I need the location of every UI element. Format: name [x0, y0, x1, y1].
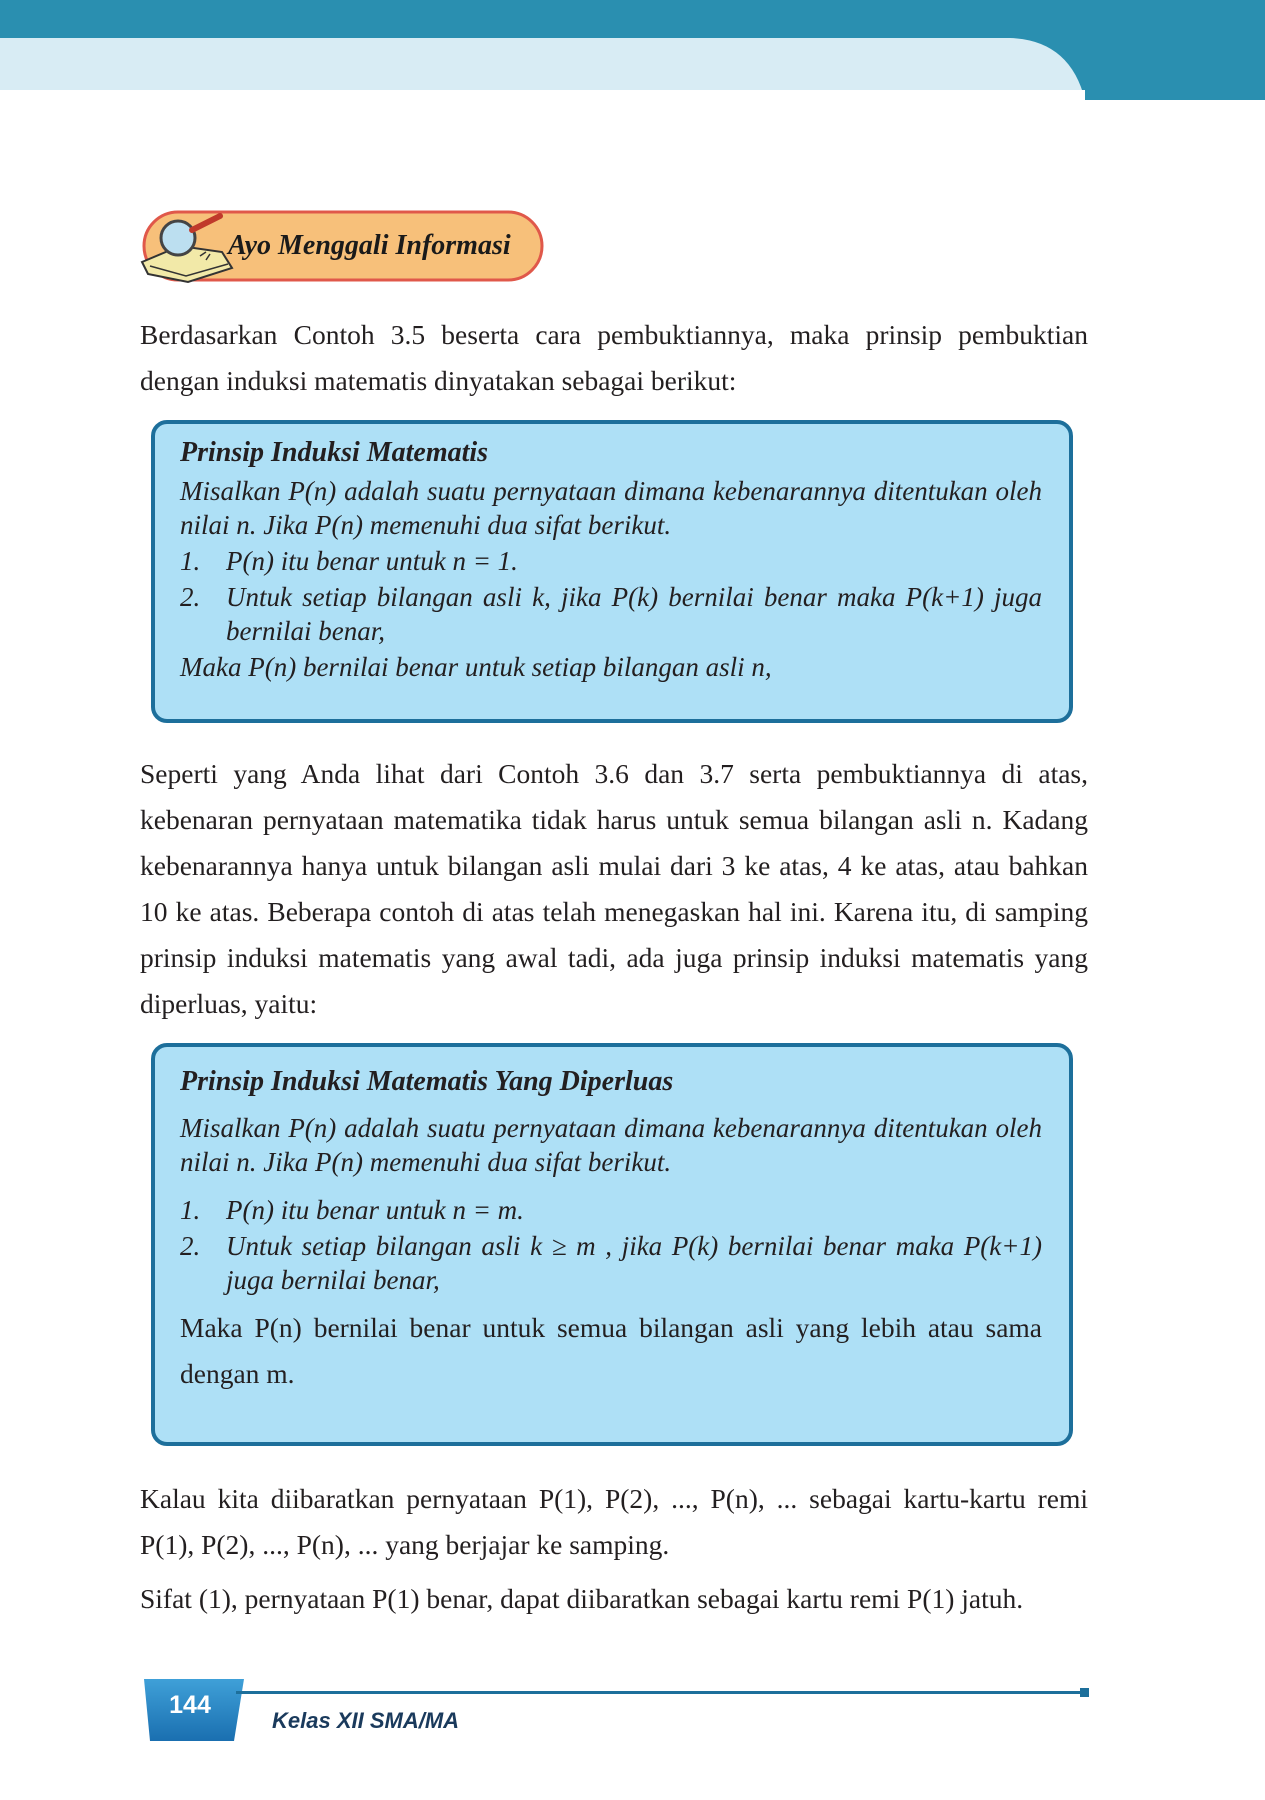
box1-conclusion: Maka P(n) bernilai benar untuk setiap bilangan asli n,	[180, 652, 772, 682]
intro-paragraph	[140, 312, 1088, 404]
analogy-text: Kalau kita diibaratkan pernyataan P(1), P(2), ..., P(n), ... sebagai kartu-kartu remi P(1), P(2), ..., P(n), ... yang berjajar ke samping.	[140, 1483, 1088, 1560]
explanation-paragraph	[140, 751, 1088, 1027]
explanation-text: Seperti yang Anda lihat dari Contoh 3.6 dan 3.7 serta pembuktiannya di atas, kebenaran pernyataan matematika tidak harus untuk semua bilangan asli n. Kadang kebenarannya hanya untuk bilangan asli mulai dari 3 ke atas, 4 ke atas, atau bahkan 10 ke atas. Beberapa contoh di atas telah menegaskan hal ini. Karena itu, di samping prinsip induksi matematis yang awal tadi, ada juga prinsip induksi matematis yang diperluas, yaitu:	[140, 758, 1088, 1019]
intro-text: Berdasarkan Contoh 3.5 beserta cara pembuktiannya, maka prinsip pembuktian dengan induksi matematis dinyatakan sebagai berikut:	[140, 319, 1088, 396]
box2-title: Prinsip Induksi Matematis Yang Diperluas	[180, 1066, 674, 1097]
principle-box-2	[151, 1043, 1073, 1446]
box2-conclusion: Maka P(n) bernilai benar untuk semua bilangan asli yang lebih atau sama dengan m.	[180, 1312, 1042, 1389]
book-label: Kelas XII SMA/MA	[272, 1708, 460, 1733]
box2-item-1: 1. P(n) itu benar untuk n = m.	[180, 1195, 524, 1225]
property-text: Sifat (1), pernyataan P(1) benar, dapat diibaratkan sebagai kartu remi P(1) jatuh.	[140, 1583, 1024, 1614]
box1-lead: Misalkan P(n) adalah suatu pernyataan dimana kebenarannya ditentukan oleh nilai n. Jika P(n) memenuhi dua sifat berikut.	[180, 476, 1042, 540]
box1-item-1: 1. P(n) itu benar untuk n = 1.	[180, 546, 518, 576]
page-number: 144	[169, 1691, 211, 1719]
page-header-band	[0, 0, 1265, 105]
box2-item-2: 2. Untuk setiap bilangan asli k ≥ m , jika P(k) bernilai benar maka P(k+1) juga bernilai benar,	[180, 1231, 1042, 1295]
analogy-paragraph	[140, 1476, 1088, 1568]
box2-lead: Misalkan P(n) adalah suatu pernyataan dimana kebenarannya ditentukan oleh nilai n. Jika P(n) memenuhi dua sifat berikut.	[180, 1113, 1042, 1177]
footer-rule-end	[1080, 1688, 1089, 1697]
box1-item-2: 2. Untuk setiap bilangan asli k, jika P(k) bernilai benar maka P(k+1) juga bernilai benar,	[180, 582, 1042, 646]
section-badge-label: Ayo Menggali Informasi	[228, 230, 511, 261]
property-paragraph	[140, 1576, 1088, 1622]
principle-box-1	[151, 420, 1073, 723]
footer-rule	[236, 1691, 1088, 1694]
box1-title: Prinsip Induksi Matematis	[180, 437, 489, 468]
